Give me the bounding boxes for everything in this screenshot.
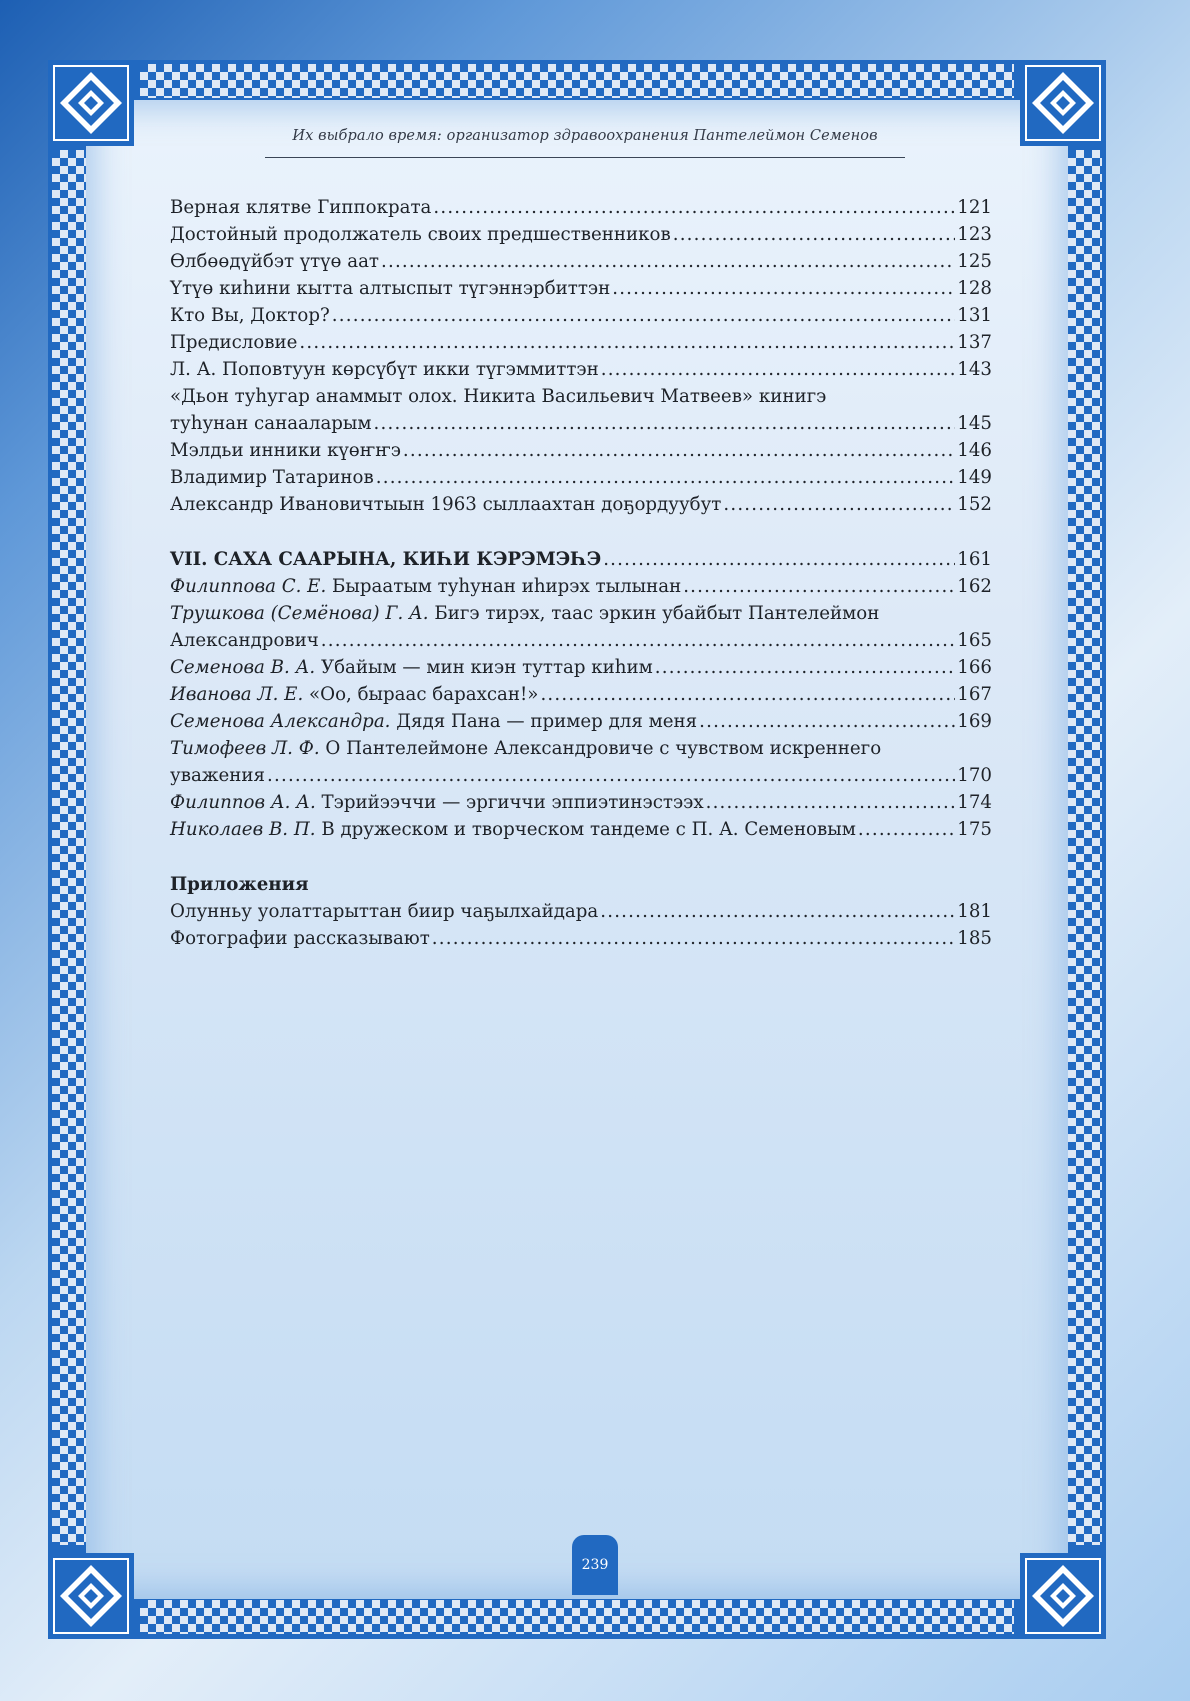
- toc-entry[interactable]: Верная клятве Гиппократа ..... 121: [170, 194, 992, 221]
- toc-entry[interactable]: Иванова Л. Е. «Оо, быраас барахсан!» ..... 167: [170, 681, 992, 708]
- entry-author: Филиппов А. А.: [170, 792, 316, 813]
- toc-entry[interactable]: Семенова В. А. Убайым — мин киэн туттар киһим ..... 166: [170, 654, 992, 681]
- corner-ornament-icon: [1020, 60, 1106, 146]
- entry-author: Семенова Александра.: [170, 711, 391, 732]
- toc-entry[interactable]: Кто Вы, Доктор? ..... 131: [170, 302, 992, 329]
- ornament-strip-right: [1068, 150, 1102, 1545]
- toc-entry-line1[interactable]: Трушкова (Семёнова) Г. А. Бигэ тирэх, таас эркин убайбыт Пантелеймон: [170, 603, 880, 624]
- page-number-tab: 239: [572, 1535, 618, 1595]
- running-header: Их выбрало время: организатор здравоохранения Пантелеймон Семенов: [292, 128, 878, 144]
- entry-author: Филиппова С. Е.: [170, 576, 327, 597]
- entry-author: Семенова В. А.: [170, 657, 316, 678]
- toc-entry[interactable]: уважения ..... 170: [170, 762, 992, 789]
- corner-ornament-icon: [48, 60, 134, 146]
- appendix-heading: Приложения: [170, 874, 309, 895]
- toc-entry[interactable]: Олунньу уолаттарыттан биир чаҕылхайдара ..... 181: [170, 898, 992, 925]
- toc-entry[interactable]: Фотографии рассказывают ..... 185: [170, 925, 992, 952]
- entry-author: Николаев В. П.: [170, 819, 316, 840]
- toc-entry[interactable]: Үтүө киһини кытта алтыспыт түгэннэрбиттэн ..... 128: [170, 275, 992, 302]
- toc-entry-line1[interactable]: «Дьон туһугар анаммыт олох. Никита Васильевич Матвеев» кинигэ: [170, 386, 827, 407]
- corner-ornament-icon: [48, 1553, 134, 1639]
- toc-entry[interactable]: Филиппов А. А. Тэрийээччи — эргиччи эппиэтинэстээх ..... 174: [170, 789, 992, 816]
- toc-entry[interactable]: Владимир Татаринов ..... 149: [170, 464, 992, 491]
- toc-entry[interactable]: Семенова Александра. Дядя Пана — пример для меня ..... 169: [170, 708, 992, 735]
- toc-entry[interactable]: Достойный продолжатель своих предшественников ..... 123: [170, 221, 992, 248]
- ornament-strip-top: [140, 64, 1014, 98]
- toc-entry[interactable]: Александрович ..... 165: [170, 627, 992, 654]
- ornament-strip-bottom: [140, 1600, 1014, 1634]
- toc-entry[interactable]: Николаев В. П. В дружеском и творческом тандеме с П. А. Семеновым ..... 175: [170, 816, 992, 843]
- toc-entry[interactable]: Өлбөөдүйбэт үтүө аат ..... 125: [170, 248, 992, 275]
- entry-author: Тимофеев Л. Ф.: [170, 738, 320, 759]
- ornament-strip-left: [52, 150, 86, 1545]
- entry-author: Трушкова (Семёнова) Г. А.: [170, 603, 429, 624]
- toc-entry[interactable]: Л. А. Поповтуун көрсүбүт икки түгэммиттэн ..... 143: [170, 356, 992, 383]
- toc-entry-line1[interactable]: Тимофеев Л. Ф. О Пантелеймоне Александровиче с чувством искреннего: [170, 738, 882, 759]
- entry-author: Иванова Л. Е.: [170, 684, 304, 705]
- toc-section-heading[interactable]: VII. САХА СААРЫНА, КИҺИ КЭРЭМЭҺЭ ..... 161: [170, 546, 992, 573]
- corner-ornament-icon: [1020, 1553, 1106, 1639]
- toc-entry[interactable]: Мэлдьи инники күөҥҥэ ..... 146: [170, 437, 992, 464]
- header-rule: [265, 157, 905, 158]
- toc-entry[interactable]: Предисловие ..... 137: [170, 329, 992, 356]
- toc-entry[interactable]: Филиппова С. Е. Быраатым туһунан иһирэх тылынан ..... 162: [170, 573, 992, 600]
- toc-entry[interactable]: туһунан санааларым ..... 145: [170, 410, 992, 437]
- table-of-contents: [170, 194, 992, 952]
- toc-entry[interactable]: Александр Ивановичтыын 1963 сыллаахтан доҕордуубут ..... 152: [170, 491, 992, 518]
